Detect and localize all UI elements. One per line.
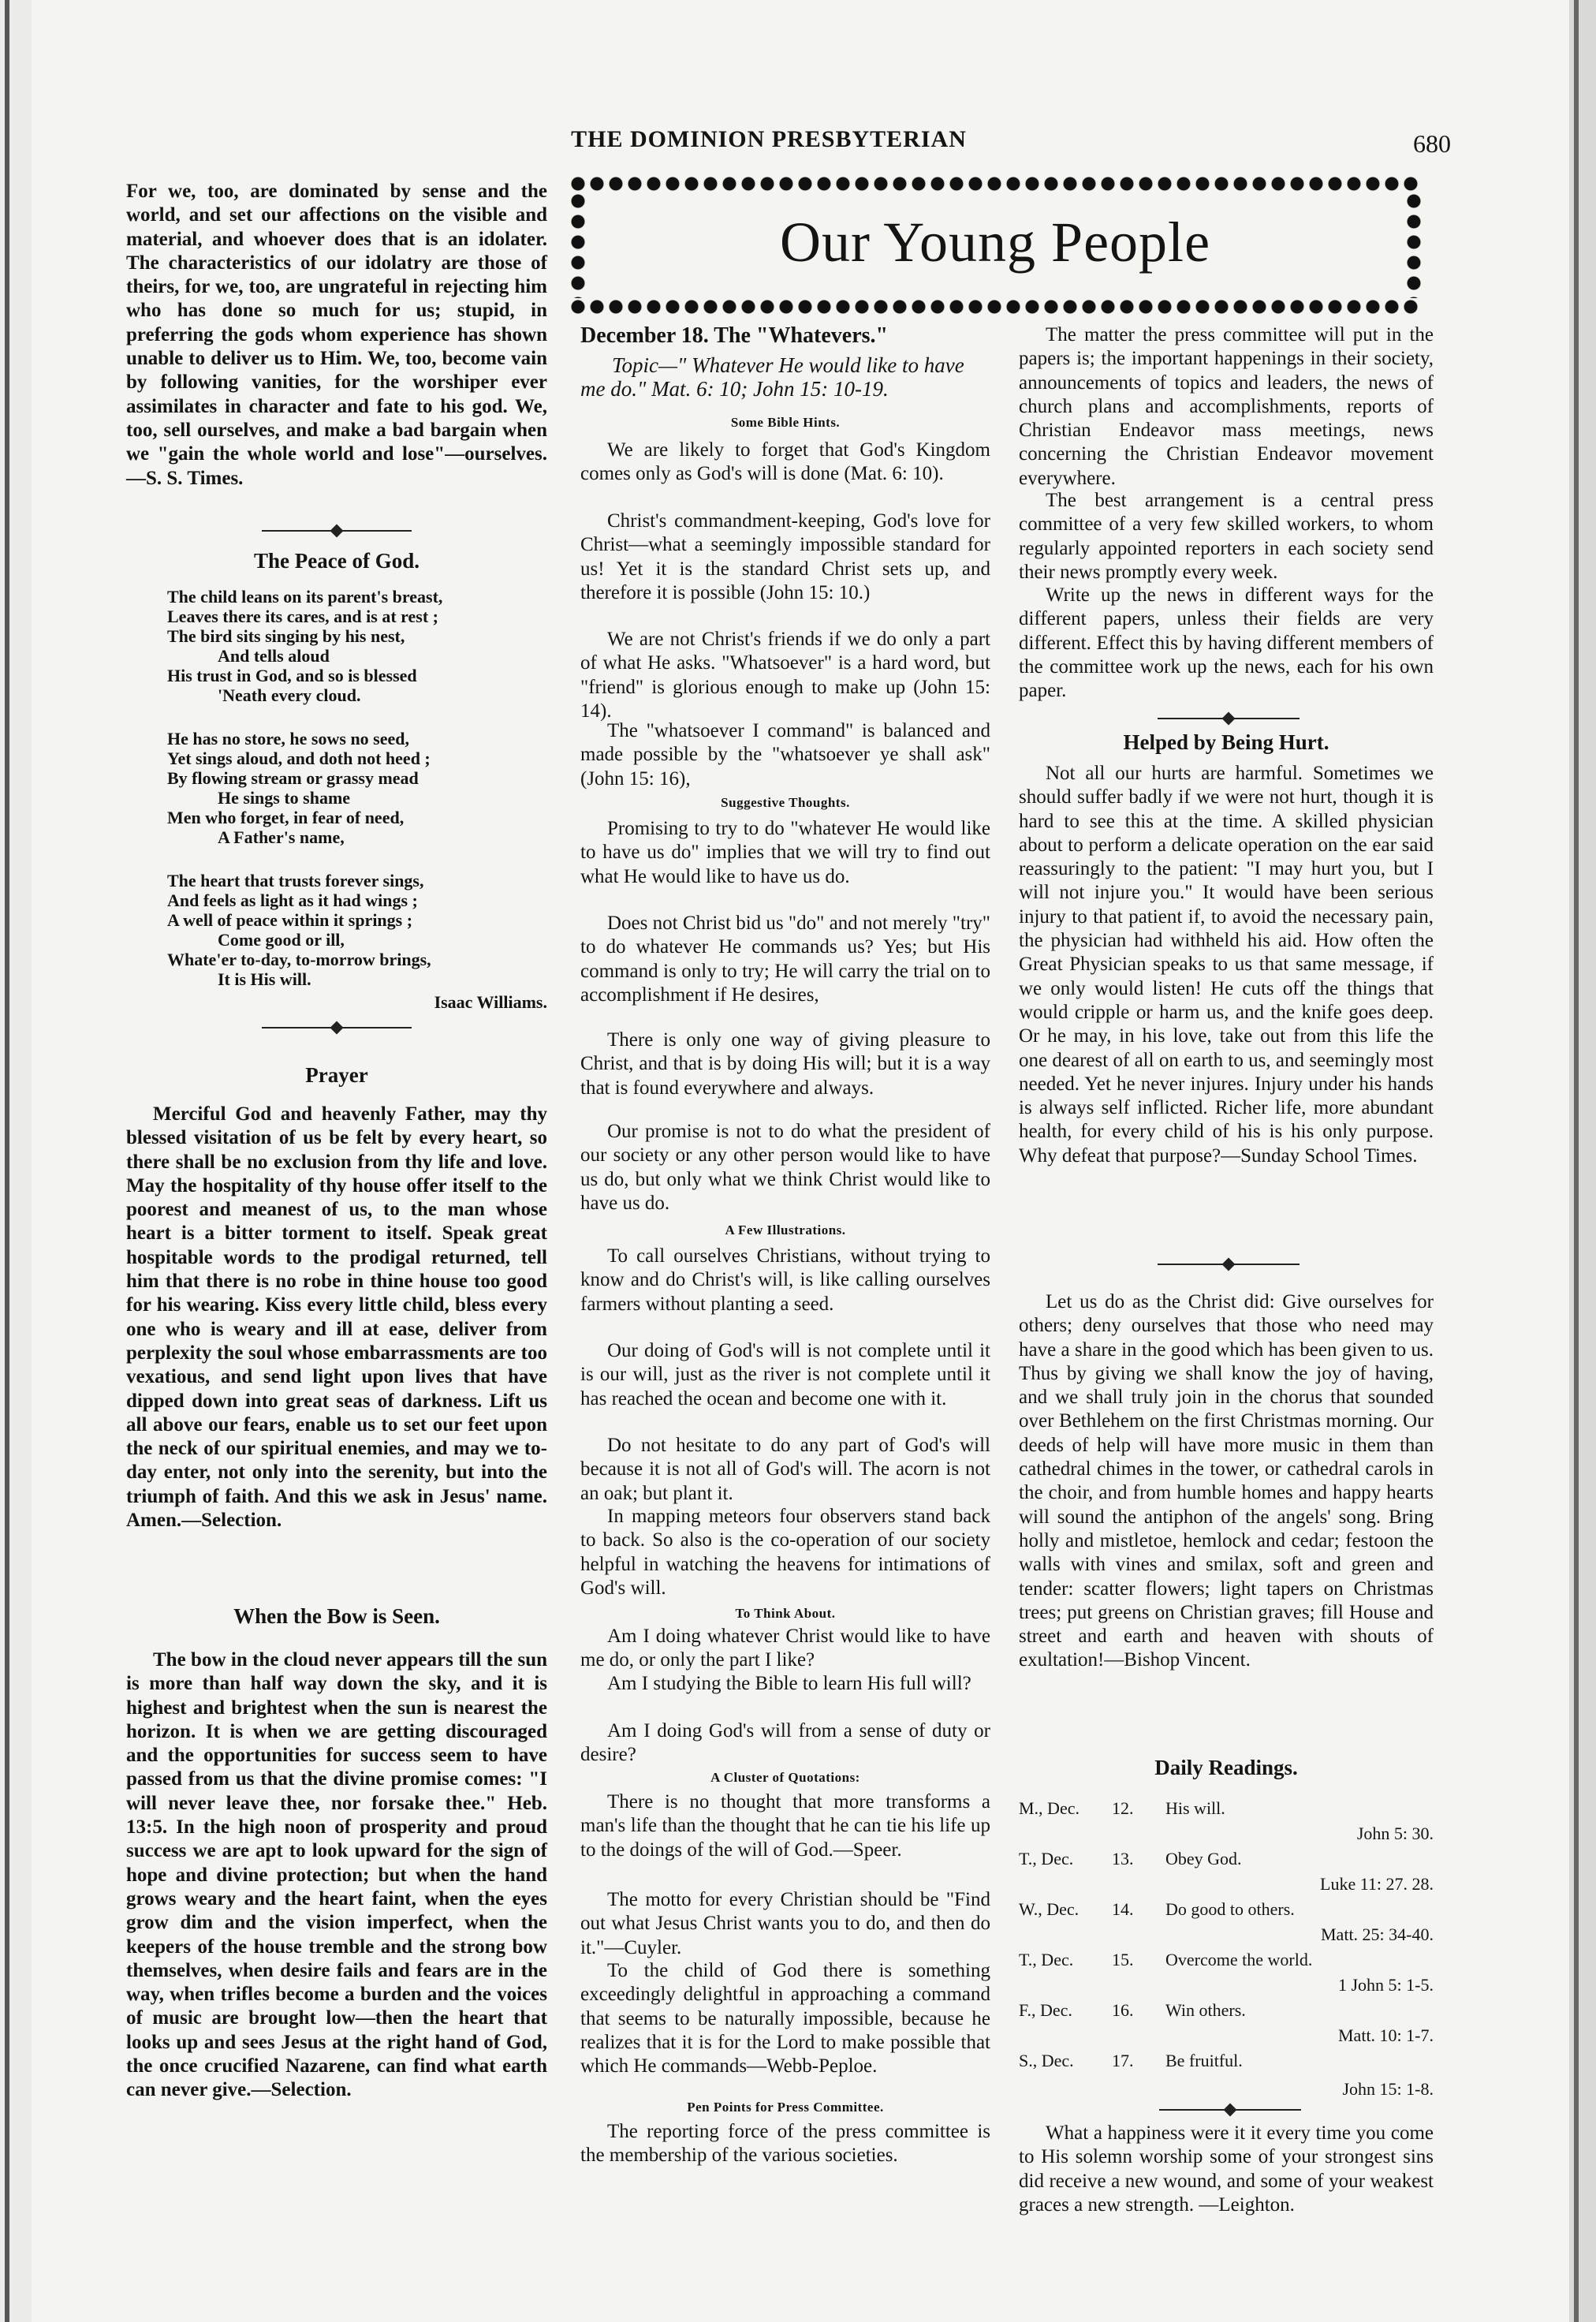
bible-hints-subheading: Some Bible Hints. <box>730 415 841 430</box>
poem-line: Whate'er to-day, to-morrow brings, <box>167 950 431 969</box>
poem-line: The bird sits singing by his nest, <box>167 626 405 646</box>
banner-dot-border-top <box>569 175 1423 192</box>
reading-text: Be fruitful. <box>1165 2051 1243 2070</box>
poem-stanza-1 <box>167 587 546 705</box>
poem-line: And feels as light as it had wings ; <box>167 890 418 910</box>
lesson-topic: Topic—" Whatever He would like to have me do." Mat. 6: 10; John 15: 10-19. <box>580 353 964 401</box>
lesson-paragraph: To the child of God there is something exceedingly delightful in approaching a command that seems to be naturally impossible, because he realizes that it is for the Lord to make possible that which He commands—Webb-Peploe. <box>580 1960 990 2077</box>
divider <box>262 530 412 532</box>
poem-stanza-2 <box>167 729 546 847</box>
bow-paragraph: The bow in the cloud never appears till the sun is more than half way down the sky, and it is highest and brightest when the sun is nearest the horizon. It is when we are getting discouraged and the opportunities for success seem to have passed from us that the divine promise comes: "I will never leave thee, nor forsake thee." Heb. 13:5. In the high noon of prosperity and proud success we are apt to look upward for the sign of hope and divine protection; but when the hand grows weary and the heart faint, when the eyes grow dim and the vision imperfect, when the keepers of the house tremble and the strong bow themselves, when desire fails and fears are in the way, when trifles become a burden and the voices of music are brought low—then the heart that looks up and sees Jesus at the right hand of God, the once crucified Nazarene, can find what earth can never give.—Selection. <box>126 1649 547 2101</box>
hurt-heading: Helped by Being Hurt. <box>1123 730 1329 754</box>
poem-author: Isaac Williams. <box>434 992 547 1012</box>
reading-number: 16. <box>1112 2000 1134 2020</box>
lesson-paragraph: In mapping meteors four observers stand back to back. So also is the co-operation of our society helpful in watching the heavens for intimations of God's will. <box>580 1506 990 1599</box>
scan-edge-left <box>5 0 9 2322</box>
lesson-paragraph: There is no thought that more transforms a man's life than the thought that he can tie his life up to the doings of the will of God.—Speer. <box>580 1791 990 1861</box>
reading-number: 12. <box>1112 1798 1134 1818</box>
lesson-paragraph: We are not Christ's friends if we do only a part of what He asks. "Whatsoever" is a hard word, but "friend" is glorious enough to make up (John 15: 14). <box>580 629 990 722</box>
lesson-date-heading: December 18. The "Whatevers." <box>580 323 889 348</box>
bow-heading: When the Bow is Seen. <box>233 1604 440 1628</box>
poem-line: 'Neath every cloud. <box>218 685 361 705</box>
divider <box>262 1027 412 1028</box>
divider <box>1158 1264 1300 1265</box>
prayer-heading: Prayer <box>305 1063 368 1087</box>
illustrations-subheading: A Few Illustrations. <box>725 1223 846 1238</box>
reading-day: T., Dec. <box>1019 1849 1074 1868</box>
poem-line: He has no store, he sows no seed, <box>167 729 410 748</box>
christmas-paragraph: Let us do as the Christ did: Give ourselves for others; deny ourselves that those who need may have a share in the good which has been given to us. Thus by giving we shall know the joy of having, and we shall truly join in the chorus that sounded over Bethlehem on the first Christmas morning. Our deeds of help will have more music in them than cathedral chimes in the tower, or cathedral carols in the choir, and from humble homes and happy hearts will sound the antiphon of the angels' song. Bring holly and mistletoe, hemlock and cedar; festoon the walls with vines and smilax, soft and green and tender: scatter flowers; light tapers on Christmas trees; put greens on Christian graves; fill House and street and earth and heaven with shouts of exultation!—Bishop Vincent. <box>1019 1291 1434 1671</box>
banner-dot-border-bottom <box>569 298 1423 315</box>
pen-points-subheading: Pen Points for Press Committee. <box>687 2100 884 2115</box>
reading-text: His will. <box>1165 1798 1225 1818</box>
reading-ref: 1 John 5: 1-5. <box>1338 1975 1434 1995</box>
peace-heading: The Peace of God. <box>254 549 420 573</box>
reading-day: W., Dec. <box>1019 1899 1080 1919</box>
poem-line: Come good or ill, <box>218 930 345 950</box>
reading-number: 14. <box>1112 1899 1134 1919</box>
reading-day: S., Dec. <box>1019 2051 1074 2070</box>
section-banner <box>569 175 1423 315</box>
reading-ref: Matt. 25: 34-40. <box>1321 1924 1434 1944</box>
page-number: 680 <box>1413 129 1451 158</box>
banner-dot-border-left <box>569 192 587 298</box>
daily-readings-list <box>1019 1795 1434 2098</box>
poem-line: It is His will. <box>218 969 311 989</box>
reading-text: Overcome the world. <box>1165 1950 1313 1969</box>
poem-line: The child leans on its parent's breast, <box>167 587 443 607</box>
lesson-paragraph: The motto for every Christian should be "Find out what Jesus Christ wants you to do, and then do it."—Cuyler. <box>580 1889 990 1958</box>
reading-ref: John 5: 30. <box>1356 1824 1434 1843</box>
closing-paragraph: What a happiness were it it every time you come to His solemn worship some of your strongest sins did receive a new wound, and some of your weakest graces a new strength. —Leighton. <box>1019 2122 1434 2216</box>
lesson-paragraph: Am I doing whatever Christ would like to have me do, or only the part I like? <box>580 1626 990 1671</box>
lesson-paragraph: Our doing of God's will is not complete until it is our will, just as the river is not complete until it has reached the ocean and become one with it. <box>580 1340 990 1409</box>
poem-line: A well of peace within it springs ; <box>167 910 413 930</box>
press-paragraph: Write up the news in different ways for the different papers, unless their fields are very different. Effect this by having different members of the committee work up the news, each for his own paper. <box>1019 584 1434 702</box>
divider <box>1159 2109 1301 2111</box>
reading-day: M., Dec. <box>1019 1798 1080 1818</box>
press-paragraph: The matter the press committee will put in the papers is; the important happenings in their society, announcements of topics and leaders, the news of church plans and accomplishments, reports of Christian Endeavor mass meetings, news concerning the Christian Endeavor movement everywhere. <box>1019 324 1434 489</box>
lesson-paragraph: To call ourselves Christians, without trying to know and do Christ's will, is like calling ourselves farmers without planting a seed. <box>580 1245 990 1315</box>
reading-ref: Luke 11: 27. 28. <box>1320 1874 1434 1894</box>
prayer-paragraph: Merciful God and heavenly Father, may thy blessed visitation of us be felt by every heart, so there shall be no exclusion from thy life and love. May the hospitality of thy house offer itself to the poorest and meanest of us, to the man whose heart is a bitter torment to itself. Speak great hospitable words to the prodigal returned, tell him that there is no robe in thine house too good for his wearing. Kiss every little child, bless every one who is weary and ill at ease, deliver from perplexity the soul whose embarrassments are too vexatious, and send light upon lives that have dipped down into great seas of darkness. Lift us all above our fears, enable us to set our feet upon the neck of our spiritual enemies, and may we to-day enter, not only into the serenity, but into the triumph of faith. And this we ask in Jesus' name. Amen.—Selection. <box>126 1103 547 1532</box>
reading-number: 13. <box>1112 1849 1134 1868</box>
think-about-subheading: To Think About. <box>735 1606 836 1621</box>
press-paragraph: The best arrangement is a central press committee of a very few skilled workers, to whom regularly appointed reporters in each society send their news promptly every week. <box>1019 490 1434 583</box>
poem-line: And tells aloud <box>218 646 330 666</box>
lesson-paragraph: Our promise is not to do what the president of our society or any other person would like to have us do, but only what we think Christ would like to have us do. <box>580 1121 990 1214</box>
scan-edge-right <box>1574 0 1579 2322</box>
reading-day: F., Dec. <box>1019 2000 1072 2020</box>
quotations-subheading: A Cluster of Quotations: <box>710 1770 860 1785</box>
poem-line: He sings to shame <box>218 788 351 808</box>
reading-number: 17. <box>1112 2051 1134 2070</box>
lesson-paragraph: Am I doing God's will from a sense of duty or desire? <box>580 1720 990 1766</box>
poem-line: The heart that trusts forever sings, <box>167 871 424 890</box>
reading-ref: John 15: 1-8. <box>1342 2079 1434 2099</box>
poem-line: Leaves there its cares, and is at rest ; <box>167 607 438 626</box>
poem-line: Men who forget, in fear of need, <box>167 808 405 827</box>
section-title: Our Young People <box>779 211 1211 274</box>
poem-line: A Father's name, <box>218 827 345 847</box>
divider <box>1158 718 1300 719</box>
readings-heading: Daily Readings. <box>1154 1756 1298 1779</box>
lesson-paragraph: Am I studying the Bible to learn His full will? <box>607 1673 971 1694</box>
intro-paragraph: For we, too, are dominated by sense and the world, and set our affections on the visible and material, and whoever does that is an idolater. The characteristics of our idolatry are those of theirs, for we, too, are ungrateful in rejecting him who has done so much for us; stupid, in preferring the gods whom experience has shown unable to deliver us to Him. We, too, become vain by following vanities, for the worshiper ever assimilates in character and fate to his god. We, too, sell ourselves, and make a bad bargain when we "gain the whole world and lose"—ourselves. —S. S. Times. <box>126 181 547 489</box>
lesson-paragraph: The reporting force of the press committee is the membership of the various societies. <box>580 2121 990 2167</box>
poem-line: Yet sings aloud, and doth not heed ; <box>167 748 431 768</box>
lesson-paragraph: Promising to try to do "whatever He would like to have us do" implies that we will try to find out what He would like to have us do. <box>580 818 990 887</box>
poem-line: By flowing stream or grassy mead <box>167 768 419 788</box>
lesson-paragraph: We are likely to forget that God's Kingdom comes only as God's will is done (Mat. 6: 10). <box>580 439 990 485</box>
lesson-paragraph: There is only one way of giving pleasure to Christ, and that is by doing His will; but it is a way that is found everywhere and always. <box>580 1029 990 1099</box>
poem-line: His trust in God, and so is blessed <box>167 666 417 685</box>
poem-stanza-3 <box>167 871 546 989</box>
suggestive-thoughts-subheading: Suggestive Thoughts. <box>721 795 850 810</box>
reading-number: 15. <box>1112 1950 1134 1969</box>
running-head: THE DOMINION PRESBYTERIAN <box>571 126 967 152</box>
hurt-paragraph: Not all our hurts are harmful. Sometimes we should suffer badly if we were not hurt, though it is hard to see this at the time. A skilled physician about to perform a delicate operation on the ear said reassuringly to the patient: "I may hurt you, but I will not injure you." It would have been serious injury to that patient if, to avoid the necessary pain, the physician had withheld his aid. How often the Great Physician speaks to us that same message, if we only would listen! He cuts off the things that would cripple or harm us, and the knife goes deep. Or he may, in his love, take out from this life the one dearest of all on earth to us, and seemingly most needed. Yet he never injures. Injury under his hands is always self inflicted. Richer life, more abundant health, for every child of his is his only purpose. Why defeat that purpose?—Sunday School Times. <box>1019 763 1434 1167</box>
reading-ref: Matt. 10: 1-7. <box>1338 2025 1434 2045</box>
reading-text: Do good to others. <box>1165 1899 1295 1919</box>
reading-text: Win others. <box>1165 2000 1246 2020</box>
lesson-paragraph: Does not Christ bid us "do" and not merely "try" to do whatever He commands us? Yes; but His command is only to try; He will carry the trial on to accomplishment if He desires, <box>580 913 990 1006</box>
banner-dot-border-right <box>1405 192 1423 298</box>
lesson-paragraph: Do not hesitate to do any part of God's will because it is not all of God's will. The acorn is not an oak; but plant it. <box>580 1435 990 1504</box>
reading-day: T., Dec. <box>1019 1950 1074 1969</box>
reading-text: Obey God. <box>1165 1849 1242 1868</box>
lesson-paragraph: The "whatsoever I command" is balanced and made possible by the "whatsoever ye shall ask" (John 15: 16), <box>580 720 990 790</box>
lesson-paragraph: Christ's commandment-keeping, God's love for Christ—what a seemingly impossible standard for us! Yet it is the standard Christ sets up, and therefore it is possible (John 15: 10.) <box>580 510 990 603</box>
